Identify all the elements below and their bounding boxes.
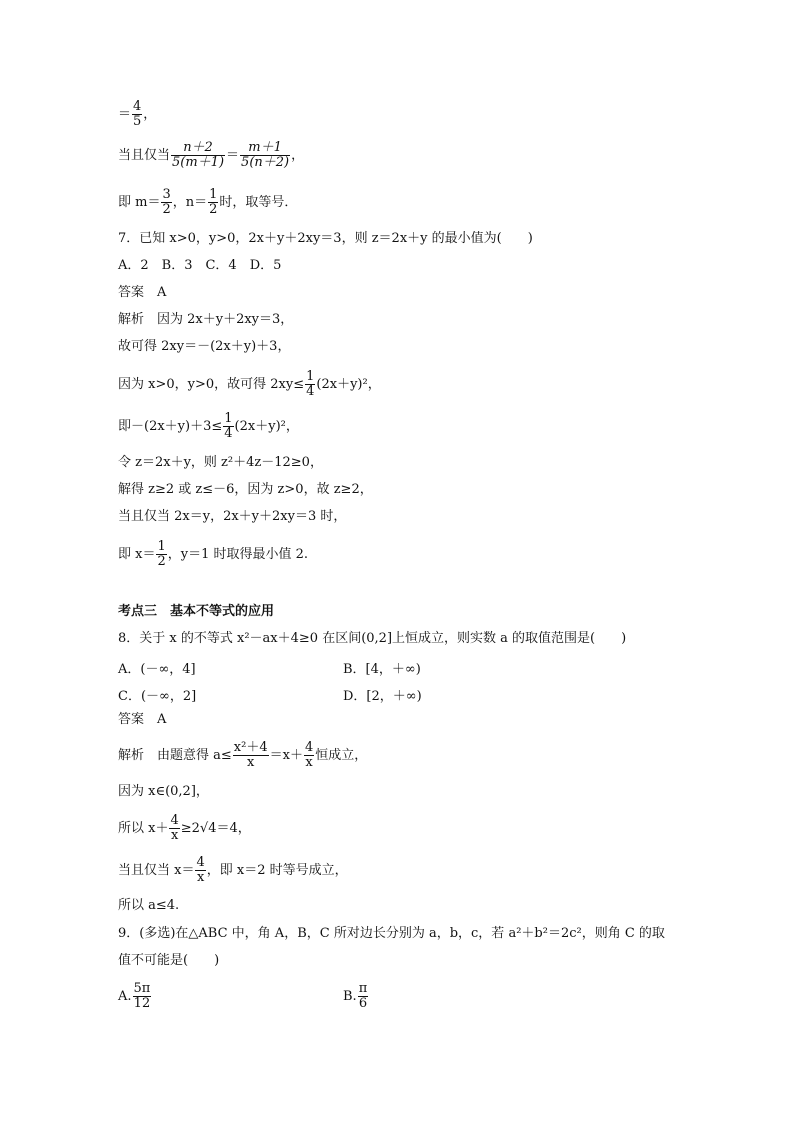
question-9-line-1: 9．(多选)在△ABC 中，角 A，B，C 所对边长分别为 a，b，c，若 a²＋b²＝2c²，则角 C 的取 xyxy=(118,926,665,941)
text: ＝ xyxy=(118,107,132,122)
text: (2x＋y)²， xyxy=(234,419,299,434)
analysis-7-line-4 xyxy=(118,412,299,441)
numerator: 1 xyxy=(157,539,166,554)
text: 恒成立， xyxy=(315,748,368,763)
fraction xyxy=(161,188,171,217)
numerator: π xyxy=(358,981,368,996)
denominator: 5(m＋1) xyxy=(172,155,225,170)
numerator: 4 xyxy=(304,740,314,755)
text: B. xyxy=(343,989,357,1004)
fraction xyxy=(195,856,205,885)
denominator: 2 xyxy=(157,554,166,569)
text: 所以 x＋ xyxy=(118,821,169,836)
denominator: 2 xyxy=(162,202,171,217)
fraction xyxy=(169,814,179,843)
fraction xyxy=(305,370,315,399)
denominator: 5(n＋2) xyxy=(241,155,290,170)
question-7: 7．已知 x>0，y>0，2x＋y＋2xy＝3，则 z＝2x＋y 的最小值为( ) xyxy=(118,231,533,246)
question-8-option-d: D．[2，＋∞) xyxy=(343,689,422,704)
section-heading: 考点三 基本不等式的应用 xyxy=(118,604,275,619)
analysis-7-line-5: 令 z＝2x＋y，则 z²＋4z－12≥0， xyxy=(118,455,323,470)
text: 当且仅当 xyxy=(118,148,171,163)
text: ， xyxy=(143,107,157,122)
numerator: 4 xyxy=(170,813,179,828)
text: ≥2√4＝4， xyxy=(180,821,251,836)
text: ＝x＋ xyxy=(269,748,303,763)
numerator: 1 xyxy=(306,369,315,384)
fraction xyxy=(304,741,314,770)
denominator: x xyxy=(170,828,179,843)
analysis-7-line-8 xyxy=(118,540,308,569)
denominator: 5 xyxy=(133,114,142,129)
solution-line-1 xyxy=(118,100,156,129)
denominator: 6 xyxy=(358,996,368,1011)
numerator: 4 xyxy=(133,99,142,114)
numerator: 3 xyxy=(162,187,171,202)
text: 因为 x>0，y>0，故可得 2xy≤ xyxy=(118,377,305,392)
question-8-option-b: B．[4，＋∞) xyxy=(343,662,421,677)
numerator: m＋1 xyxy=(240,141,290,156)
solution-line-3 xyxy=(118,188,297,217)
denominator: x xyxy=(196,870,205,885)
text: 时，取等号． xyxy=(219,195,298,210)
fraction xyxy=(358,982,369,1011)
question-8-option-a: A．(－∞，4] xyxy=(118,662,196,677)
numerator: 1 xyxy=(224,411,233,426)
answer-8: 答案 A xyxy=(118,712,167,727)
analysis-7-line-3 xyxy=(118,370,381,399)
question-7-options: A．2 B．3 C．4 D．5 xyxy=(118,258,282,273)
analysis-7-line-7: 当且仅当 2x＝y，2x＋y＋2xy＝3 时， xyxy=(118,509,347,524)
analysis-8-line-1 xyxy=(118,741,367,770)
analysis-8-line-4 xyxy=(118,856,348,885)
analysis-7-line-2: 故可得 2xy＝－(2x＋y)＋3， xyxy=(118,339,291,354)
question-8: 8．关于 x 的不等式 x²－ax＋4≥0 在区间(0,2]上恒成立，则实数 a 的取值范围是( ) xyxy=(118,631,627,646)
denominator: 4 xyxy=(224,426,233,441)
text: 即 x＝ xyxy=(118,547,156,562)
answer-7: 答案 A xyxy=(118,285,167,300)
numerator: x²＋4 xyxy=(233,740,268,755)
denominator: x xyxy=(247,755,255,770)
fraction xyxy=(171,141,225,170)
fraction xyxy=(156,540,166,569)
question-9-option-b xyxy=(343,982,369,1011)
analysis-8-line-2: 因为 x∈(0,2]， xyxy=(118,784,209,799)
denominator: x xyxy=(305,755,313,770)
denominator: 4 xyxy=(306,384,315,399)
analysis-8-line-3 xyxy=(118,814,251,843)
analysis-7-line-1: 解析 因为 2x＋y＋2xy＝3， xyxy=(118,312,294,327)
numerator: 4 xyxy=(196,855,205,870)
denominator: 12 xyxy=(133,996,151,1011)
fraction xyxy=(223,412,233,441)
text: ， xyxy=(291,148,305,163)
solution-line-2 xyxy=(118,141,304,170)
text: 即－(2x＋y)＋3≤ xyxy=(118,419,223,434)
text: ＝ xyxy=(226,148,240,163)
fraction xyxy=(133,982,152,1011)
numerator: n＋2 xyxy=(171,141,225,156)
question-8-option-c: C．(－∞，2] xyxy=(118,689,197,704)
numerator: 1 xyxy=(209,187,218,202)
question-9-option-a xyxy=(118,982,152,1011)
text: (2x＋y)²， xyxy=(316,377,381,392)
question-9-line-2: 值不可能是( ) xyxy=(118,953,220,968)
text: A. xyxy=(118,989,132,1004)
text: ，即 x＝2 时等号成立， xyxy=(206,863,348,878)
analysis-7-line-6: 解得 z≥2 或 z≤－6，因为 z>0，故 z≥2， xyxy=(118,482,373,497)
fraction xyxy=(233,741,269,770)
text: ，y＝1 时取得最小值 2. xyxy=(167,547,309,562)
fraction xyxy=(132,100,142,129)
fraction xyxy=(208,188,218,217)
text: 解析 由题意得 a≤ xyxy=(118,748,232,763)
text: 即 m＝ xyxy=(118,195,161,210)
denominator: 2 xyxy=(209,202,218,217)
text: ，n＝ xyxy=(172,195,208,210)
fraction xyxy=(240,141,290,170)
analysis-8-line-5: 所以 a≤4. xyxy=(118,898,180,913)
numerator: 5π xyxy=(133,981,151,996)
text: 当且仅当 x＝ xyxy=(118,863,195,878)
